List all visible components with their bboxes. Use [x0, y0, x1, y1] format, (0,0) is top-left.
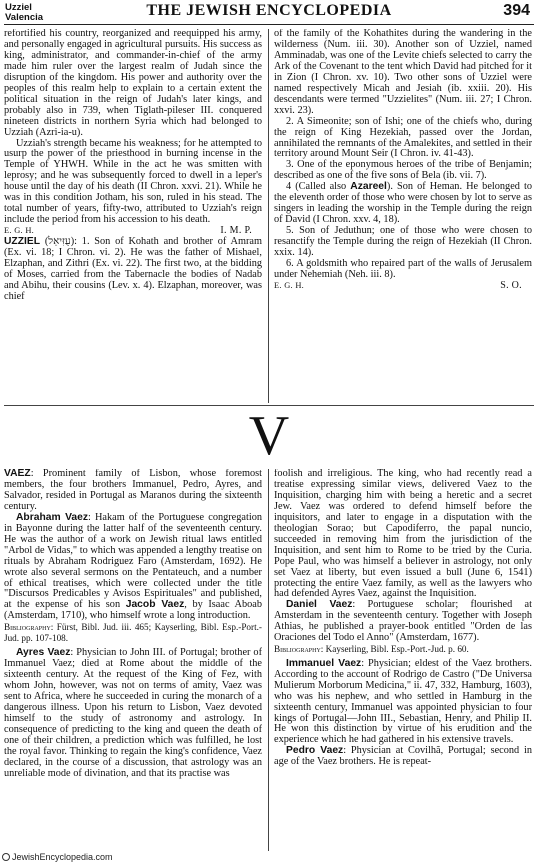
uzziel-6: 6. A goldsmith who repaired part of the walls of Jerusalem under Nehemiah (Neh. iii. 8). [274, 258, 532, 280]
bibliography-label: Bibliography [274, 644, 321, 655]
immanuel-vaez-text: : Physician; eldest of the Vaez brothers. According to the account of Rodrigo de Castro ("De Universa Mulierum Morborum Medicina," ii. 47, 332, Hamburg, 1603), who was his nephew, and who settled in Hamburg in the sixteenth century, Immanuel was appointed physician to four kings of Portugal—John III., Sebastian, Henry, and Philip II. He won this distinction by virtue of his erudition and the experience which he had gathered in his extensive travels. [274, 657, 532, 746]
section-letter: V [248, 405, 290, 467]
running-head-last-word: Valencia [5, 12, 44, 23]
abraham-vaez-headword: Abraham Vaez [16, 511, 88, 523]
signature-left: E. G. H. [274, 280, 305, 290]
bibliography [274, 644, 532, 655]
bottom-left-column [4, 469, 262, 851]
page-number: 394 [503, 2, 530, 19]
jacob-vaez-text: , by Isaac Aboab (Amsterdam, 1710), who himself wrote a long introduction. [4, 599, 262, 622]
vaez-headword: VAEZ [4, 469, 31, 479]
pedro-vaez-text: : Physician at Covilhã, Portugal; second in age of the Vaez brothers. He is repeat- [274, 745, 532, 768]
azareel-headword: Azareel [350, 181, 387, 193]
signature-right: S. O. [500, 279, 522, 291]
ayres-vaez-text: : Physician to John III. of Portugal; brother of Immanuel Vaez; died at Rome about the middle of the sixteenth century. At the request of the King of Fez, with whom John, however, was not on terms of amity, Vaez was sent to Africa, where he succeeded in curing the monarch of a dangerous illness. Upon his return to Lisbon, Vaez devoted himself to the study of astronomy and astrology. In consequence of predicting to the king and queen the death of one of their children, a prediction which was fulfilled, he lost the royal favor. Thinking to regain the king's confidence, Vaez declared, in the course of a discussion, that astrology was an unreliable mode of divination, and that its practise was [4, 647, 262, 779]
vaez-entry [4, 469, 262, 513]
abraham-vaez-text: : Hakam of the Portuguese congregation in Bayonne during the latter half of the seventeenth century. He was the author of a work on Jewish ritual laws entitled "Arbol de Vidas," to which was appended a lengthy treatise on rituals by Abraham Rodriguez Faro (Amsterdam, 1692). He wrote also several sermons on the Pentateuch, and a number of ethical treatises, which were collected under the title "Discursos Predicables y Avisos Espirituales" and published, at the expense of his son [4, 511, 262, 611]
daniel-vaez-headword: Daniel Vaez [286, 599, 353, 611]
bibliography [4, 622, 262, 643]
daniel-vaez-entry [274, 600, 532, 644]
uzziah-paragraph-1: refortified his country, reorganized and reequipped his army, and personally engaged in agricultural pursuits. His success as king, administrator, and commander-in-chief of the army made him ruler over the largest realm of Judah since the disruption of the kingdom. His power and authority over the peoples of this realm help to explain to a certain extent the political situation in the reign of Judah's later kings, and probably also in 739, when Tiglath-pileser III. conquered nineteen districts in northern Syria which had belonged to Uzziah (Azri-ia-u). [4, 29, 262, 138]
column-divider-bottom [268, 469, 269, 851]
pedro-vaez-entry [274, 746, 532, 768]
pedro-vaez-headword: Pedro Vaez [286, 745, 344, 757]
watermark-text: JewishEncyclopedia.com [12, 852, 113, 862]
signature-line-right [274, 281, 532, 292]
abraham-vaez-entry [4, 513, 262, 623]
jacob-vaez-headword: Jacob Vaez [125, 599, 185, 611]
bibliography-text: : Kayserling, Bibl. Esp.-Port.-Jud. p. 60. [320, 644, 469, 655]
uzziel-headword: UZZIEL [4, 236, 41, 248]
immanuel-vaez-entry [274, 659, 532, 747]
page-title: THE JEWISH ENCYCLOPEDIA [146, 2, 392, 19]
uzziel-4 [274, 182, 532, 226]
column-divider-top [268, 29, 269, 403]
uzziel-entry [4, 237, 262, 303]
uzziel-4-rest: ). Son of Heman. He belonged to the eleventh order of those who were chosen by lot to serve as singers in leading the worship in the Temple during the reign of David (I Chron. xxv. 4, 18). [274, 181, 532, 226]
top-left-column [4, 29, 262, 404]
uzziel-4-start: 4 (Called also [286, 181, 351, 193]
vaez-text: : Prominent family of Lisbon, whose foremost members, the four brothers Immanuel, Pedro, Ayres, and Salvador, resided in Portugal as Maranos during the sixteenth century. [4, 469, 262, 512]
running-head-first-word: Uzziel [5, 2, 32, 13]
uzziel-continued: of the family of the Kohathites during the wandering in the wilderness (Num. iii. 30). Another son of Uzziel, named Amminadab, was one of the Levite chiefs selected to carry the Ark of the Covenant to the tent which David had pitched for it in Zion (I Chron. xv. 10). Two other sons of Uzziel were named respectively Micah and Jesiah (ib. xxiii. 20). His descendants were termed "Uzzielites" (Num. iii. 27; I Chron. xxvi. 23). [274, 29, 532, 116]
daniel-vaez-text: : Portuguese scholar; flourished at Amsterdam in the seventeenth century. Together with Joseph Athias, he published a prayer-book entitled "Orden de las Oraciones del Todo el Anno" (Amsterdam, 1677). [274, 599, 532, 644]
copyright-icon [2, 853, 10, 861]
uzziel-text: : 1. Son of Kohath and brother of Amram (Ex. vi. 18; I Chron. vi. 2). He was the father of Mishael, Elzaphan, and Zithri (Ex. vi. 22). The first two, at the bidding of Moses, carried from the Tabernacle the bodies of Nadab and Abihu, their cousins (Lev. x. 4). Elzaphan, moreover, was chief [4, 236, 262, 302]
uzziel-3: 3. One of the eponymous heroes of the tribe of Benjamin; described as one of the five sons of Bela (ib. vii. 7). [274, 159, 532, 182]
uzziel-5: 5. Son of Jeduthun; one of those who were chosen to resanctify the Temple during the reign of Hezekiah (II Chron. xxix. 14). [274, 225, 532, 259]
ayres-vaez-entry [4, 648, 262, 779]
bibliography-label: Bibliography [4, 622, 51, 633]
bottom-right-column [274, 469, 532, 851]
immanuel-vaez-headword: Immanuel Vaez [286, 657, 362, 669]
top-right-column [274, 29, 532, 404]
ayres-vaez-headword: Ayres Vaez [16, 647, 71, 659]
ayres-vaez-continued: foolish and irreligious. The king, who had recently read a treatise expressing similar views, delivered Vaez to the Inquisition, charging him with being a heretic and a secret Jew. Vaez was ordered to defend himself before the inquisitors, and later to engage in a disputation with the theologian Sorao; but Capodiferro, the papal nuncio, succeeded in removing him from the jurisdiction of the Inquisition, and sent him to Rome to be tried by the Curia. Pope Paul, who was himself a believer in astrology, not only set Vaez at liberty, but even issued a bull (June 6, 1541) protecting the entire Vaez family, as well as the lawyers who had defended Ayres Vaez, against the Inquisition. [274, 469, 532, 600]
uzziel-2: 2. A Simeonite; son of Ishi; one of the chiefs who, during the reign of King Hezekiah, passed over the Jordan, annihilated the remnants of the Amalekites, and settled in their territory around Mount Seir (I Chron. iv. 41-43). [274, 115, 532, 160]
bibliography-text: : Fürst, Bibl. Jud. iii. 465; Kayserling, Bibl. Esp.-Port.-Jud. pp. 107-108. [4, 622, 262, 643]
uzziah-paragraph-2: Uzziah's strength became his weakness; for he attempted to usurp the power of the priesthood in burning incense in the Temple of YHWH. While in the act he was smitten with leprosy; and he was subsequently forced to dwell in a leper's house until the day of his death (II Chron. xxvi. 21). While he was in this condition Jotham, his son, ruled in his stead. The total number of years, fifty-two, attributed to Uzziah's reign include the period from his accession to his death. [4, 137, 262, 226]
header-rule [4, 24, 534, 25]
site-watermark [2, 852, 113, 862]
signature-right: I. M. P. [220, 225, 252, 237]
signature-left: E. G. H. [4, 226, 35, 236]
uzziel-hebrew: (עֻזִּיאֵל) [44, 236, 75, 248]
